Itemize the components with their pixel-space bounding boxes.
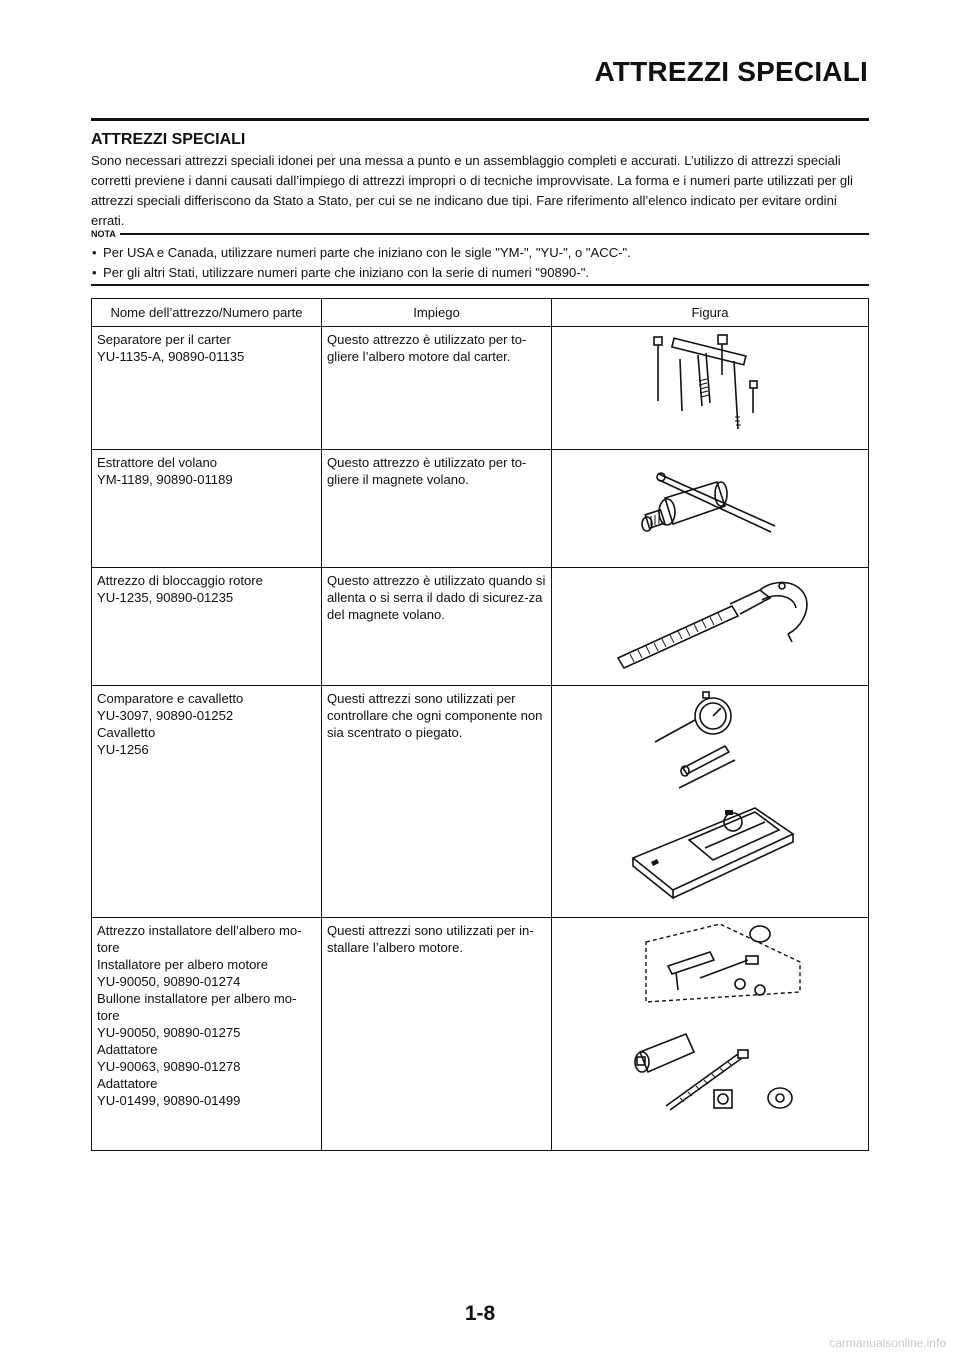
table-row [92,918,869,1151]
nota-box [91,229,869,283]
table-header-row [92,299,869,327]
nota-label: NOTA [91,229,116,239]
section-title: ATTREZZI SPECIALI [91,131,246,148]
nota-item: • Per USA e Canada, utilizzare numeri parte che iniziano con le sigle "YM-", "YU-", o "ACC-". [91,243,869,263]
header-name: Nome dell’attrezzo/Numero parte [92,299,322,327]
tool-figure-cell [552,918,869,1151]
header-figure: Figura [552,299,869,327]
rotor-holder-icon [610,572,810,672]
table-row [92,450,869,568]
tool-use-cell: Questi attrezzi sono utilizzati per controllare che ogni componente non sia scentrato o piegato. [322,686,552,918]
table-row [92,568,869,686]
tool-figure-cell [552,327,869,450]
nota-rule [120,233,869,235]
tool-name-cell: Separatore per il carter YU-1135-A, 90890-01135 [92,327,322,450]
tool-figure-cell [552,450,869,568]
tool-name-cell: Comparatore e cavalletto YU-3097, 90890-01252 Cavalletto YU-1256 [92,686,322,918]
tool-name-cell: Estrattore del volano YM-1189, 90890-01189 [92,450,322,568]
nota-end-rule [91,284,869,286]
dial-gauge-stand-icon [615,690,805,900]
page-header-title: ATTREZZI SPECIALI [594,56,868,87]
intro-paragraph: Sono necessari attrezzi speciali idonei per una messa a punto e un assemblaggio completi e accurati. L’utilizzo di attrezzi speciali corretti previene i danni causati dall’impiego di attrezzi impropri o di tecniche improvvisate. La forma e i numeri parte utilizzati per gli attrezzi speciali differiscono da Stato a Stato, per cui se ne indicano due tipi. Fare riferimento all’elenco indicato per evitare ordini errati. [91,153,853,228]
header-use: Impiego [322,299,552,327]
tool-figure-cell [552,568,869,686]
tool-use-cell: Questo attrezzo è utilizzato quando si allenta o si serra il dado di sicurez-za del magnete volano. [322,568,552,686]
tool-name-cell: Attrezzo di bloccaggio rotore YU-1235, 90890-01235 [92,568,322,686]
header-rule [91,118,869,121]
tool-use-cell: Questo attrezzo è utilizzato per to-gliere l’albero motore dal carter. [322,327,552,450]
nota-item: • Per gli altri Stati, utilizzare numeri parte che iniziano con la serie di numeri "90890-". [91,263,869,283]
flywheel-puller-icon [625,454,795,554]
tool-use-cell: Questi attrezzi sono utilizzati per in-stallare l’albero motore. [322,918,552,1151]
crankshaft-installer-icon [610,922,810,1142]
tool-figure-cell [552,686,869,918]
table-row [92,686,869,918]
tool-name-cell: Attrezzo installatore dell’albero mo- tore Installatore per albero motore YU-90050, 90890-01274 Bullone installatore per albero mo- tore YU-90050, 90890-01275 Adattatore YU-90063, 90890-01278 Adattatore YU-01499, 90890-01499 [92,918,322,1151]
tool-use-cell: Questo attrezzo è utilizzato per to-gliere il magnete volano. [322,450,552,568]
table-row [92,327,869,450]
crankcase-separator-icon [640,331,780,441]
special-tools-table [91,298,869,1151]
page-number: 1-8 [464,1302,496,1325]
watermark: carmanualsonline.info [829,1336,946,1350]
